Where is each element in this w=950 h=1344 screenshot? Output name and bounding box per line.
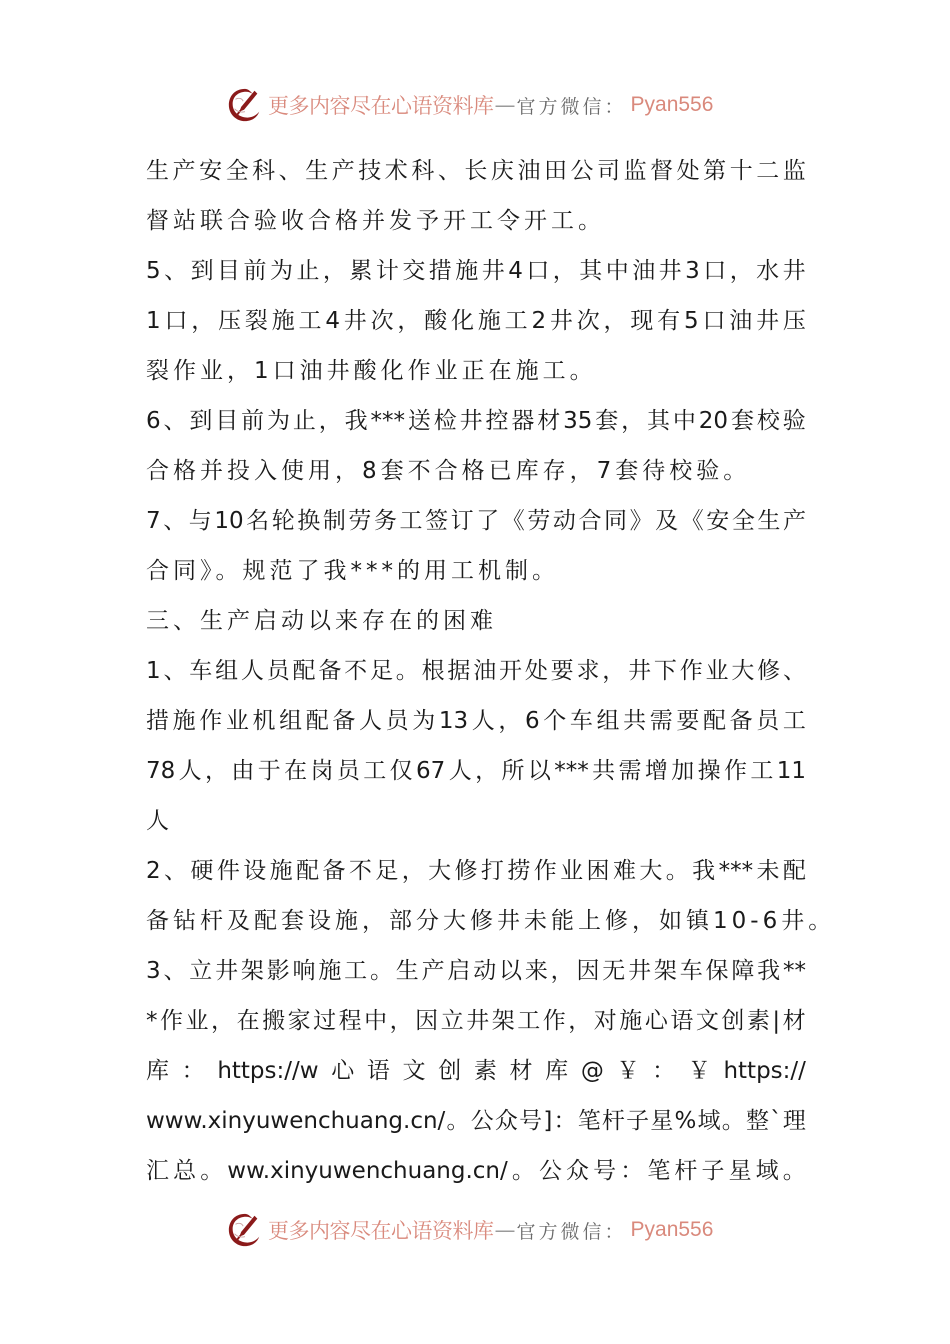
text-line: 裂作业，1口油井酸化作业正在施工。 [146, 358, 597, 384]
text-line: * 作 业 ， 在 搬 家 过 程 中 ， 因 立 井 架 工 作 ， 对 施 心 语 文 创 素 | 材 [146, 1008, 806, 1034]
text-line: 备钻杆及配套设施，部分大修井未能上修，如镇10-6井。 [146, 908, 836, 934]
promo-text: 更多内容尽在心语资料库 [268, 1219, 494, 1243]
wechat-id: Pyan556 [630, 93, 714, 116]
wechat-label: 官方微信： [516, 1220, 627, 1243]
text-line: 1 、 车 组 人 员 配 备 不 足 。 根 据 油 开 处 要 求 ， 井 下 作 业 大 修 、 [146, 658, 806, 684]
text-line: 人 [146, 808, 173, 834]
section-heading: 三、生产启动以来存在的困难 [146, 608, 497, 634]
text-line: 生 产 安 全 科 、 生 产 技 术 科 、 长 庆 油 田 公 司 监 督 处 第 十 二 监 [146, 158, 806, 184]
text-line: 督站联合验收合格并发予开工令开工。 [146, 208, 605, 234]
text-line: 措 施 作 业 机 组 配 备 人 员 为 13 人 ， 6 个 车 组 共 需 要 配 备 员 工 [146, 708, 806, 734]
text-line: 78 人 ， 由 于 在 岗 员 工 仅 67 人 ， 所 以 *** 共 需 增 加 操 作 工 11 [146, 758, 806, 784]
text-line: 合格并投入使用，8套不合格已库存，7套待校验。 [146, 458, 751, 484]
quill-pen-logo-icon [226, 86, 264, 124]
banner-dash: — [494, 93, 516, 117]
text-line: 1 口 ， 压 裂 施 工 4 井 次 ， 酸 化 施 工 2 井 次 ， 现 有 5 口 油 井 压 [146, 308, 806, 334]
banner-dash: — [494, 1218, 516, 1242]
text-line: 合同》。规范了我***的用工机制。 [146, 558, 559, 584]
text-line: 汇 总 。 ww.xinyuwenchuang.cn/ 。 公 众 号 ： 笔 杆 子 星 域 。 [146, 1158, 806, 1184]
text-line: 5 、 到 目 前 为 止 ， 累 计 交 措 施 井 4 口 ， 其 中 油 井 3 口 ， 水 井 [146, 258, 806, 284]
wechat-id: Pyan556 [630, 1218, 714, 1241]
wechat-label: 官方微信： [516, 95, 627, 118]
header-banner [226, 83, 713, 127]
text-line: www.xinyuwenchuang.cn/ 。 公 众 号 ] ： 笔 杆 子 星 % 域 。 整 ` 理 [146, 1108, 806, 1134]
text-line: 7 、 与 10 名 轮 换 制 劳 务 工 签 订 了 《 劳 动 合 同 》 及 《 安 全 生 产 [146, 508, 806, 534]
text-line: 库 ： https://w 心 语 文 创 素 材 库 @ ￥ ： ￥ https:// [146, 1058, 806, 1084]
promo-text: 更多内容尽在心语资料库 [268, 94, 494, 118]
text-line: 2 、 硬 件 设 施 配 备 不 足 ， 大 修 打 捞 作 业 困 难 大 。 我 *** 未 配 [146, 858, 806, 884]
document-body [146, 146, 836, 1196]
footer-banner [226, 1208, 713, 1252]
quill-pen-logo-icon [226, 1211, 264, 1249]
text-line: 3 、 立 井 架 影 响 施 工 。 生 产 启 动 以 来 ， 因 无 井 架 车 保 障 我 ** [146, 958, 806, 984]
text-line: 6 、 到 目 前 为 止 ， 我 *** 送 检 井 控 器 材 35 套 ， 其 中 20 套 校 验 [146, 408, 806, 434]
